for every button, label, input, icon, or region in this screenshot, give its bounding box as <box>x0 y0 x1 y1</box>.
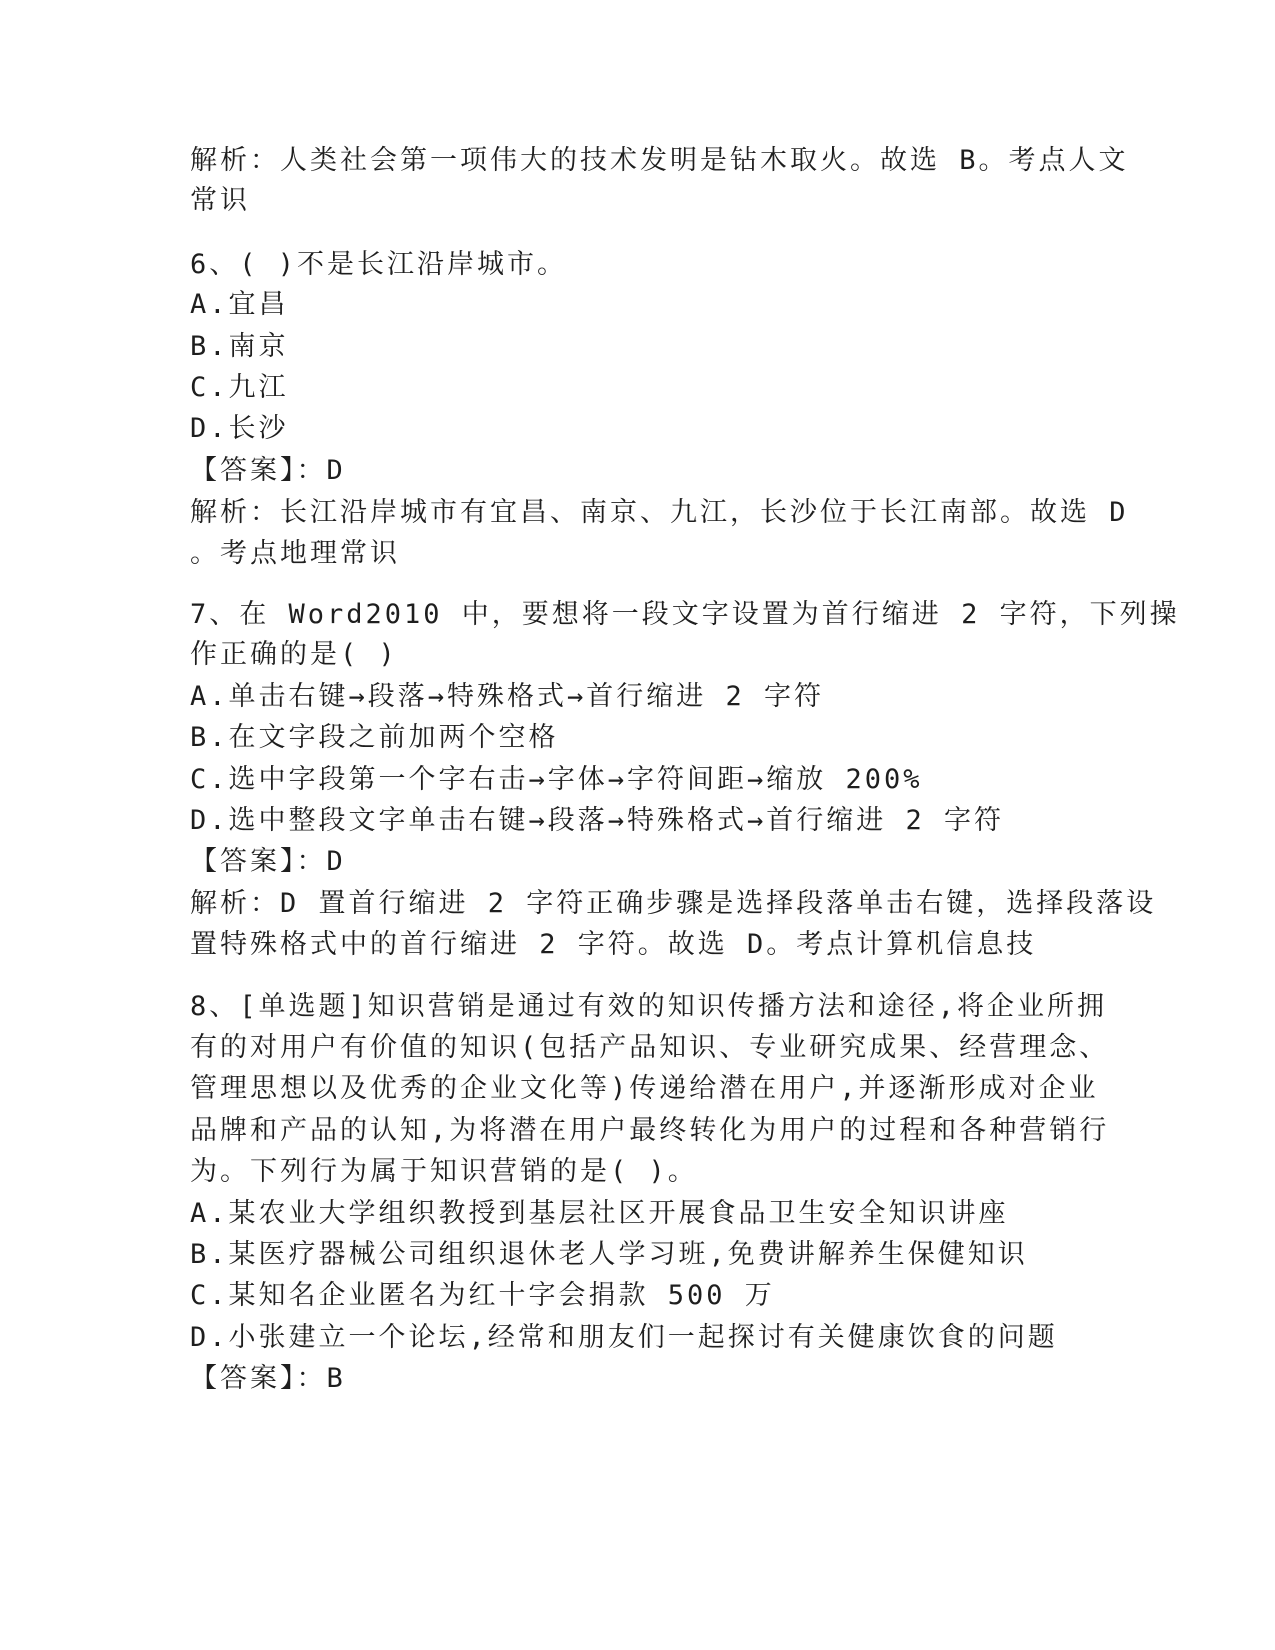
question-7-analysis-line1: 解析：D 置首行缩进 2 字符正确步骤是选择段落单击右键，选择段落设 <box>190 888 1157 919</box>
question-8-stem-line3: 管理思想以及优秀的企业文化等)传递给潜在用户,并逐渐形成对企业 <box>190 1073 1099 1104</box>
question-6-analysis-line2: 。考点地理常识 <box>190 538 400 569</box>
question-7-analysis-line2: 置特殊格式中的首行缩进 2 字符。故选 D。考点计算机信息技 <box>190 929 1037 960</box>
question-8-stem-line5: 为。下列行为属于知识营销的是( )。 <box>190 1156 698 1187</box>
question-8-option-d: D.小张建立一个论坛,经常和朋友们一起探讨有关健康饮食的问题 <box>190 1322 1058 1353</box>
question-8-option-c: C.某知名企业匿名为红十字会捐款 500 万 <box>190 1280 775 1311</box>
question-6-stem: 6、( )不是长江沿岸城市。 <box>190 249 568 280</box>
question-7-stem-line2: 作正确的是( ) <box>190 639 398 670</box>
question-6-answer: 【答案】：D <box>190 455 346 486</box>
question-7-stem-line1: 7、在 Word2010 中，要想将一段文字设置为首行缩进 2 字符，下列操 <box>190 599 1180 630</box>
question-6-analysis-line1: 解析：长江沿岸城市有宜昌、南京、九江，长沙位于长江南部。故选 D <box>190 497 1129 528</box>
question-6-option-d: D.长沙 <box>190 413 289 444</box>
question-8-stem-line4: 品牌和产品的认知,为将潜在用户最终转化为用户的过程和各种营销行 <box>190 1115 1110 1146</box>
question-7-option-c: C.选中字段第一个字右击→字体→字符间距→缩放 200% <box>190 764 923 795</box>
question-6-option-b: B.南京 <box>190 331 289 362</box>
analysis-text-q5-line2: 常识 <box>190 185 250 216</box>
analysis-text-q5-line1: 解析：人类社会第一项伟大的技术发明是钻木取火。故选 B。考点人文 <box>190 145 1129 176</box>
question-7-answer: 【答案】：D <box>190 846 346 877</box>
question-8-option-b: B.某医疗器械公司组织退休老人学习班,免费讲解养生保健知识 <box>190 1239 1028 1270</box>
question-6-option-c: C.九江 <box>190 372 289 403</box>
question-7-option-a: A.单击右键→段落→特殊格式→首行缩进 2 字符 <box>190 681 825 712</box>
question-6-option-a: A.宜昌 <box>190 289 289 320</box>
question-8-stem-line2: 有的对用户有价值的知识(包括产品知识、专业研究成果、经营理念、 <box>190 1032 1110 1063</box>
question-8-stem-line1: 8、[单选题]知识营销是通过有效的知识传播方法和途径,将企业所拥 <box>190 991 1108 1022</box>
question-7-option-d: D.选中整段文字单击右键→段落→特殊格式→首行缩进 2 字符 <box>190 805 1005 836</box>
question-8-option-a: A.某农业大学组织教授到基层社区开展食品卫生安全知识讲座 <box>190 1198 1009 1229</box>
question-8-answer: 【答案】：B <box>190 1363 346 1394</box>
question-7-option-b: B.在文字段之前加两个空格 <box>190 722 559 753</box>
